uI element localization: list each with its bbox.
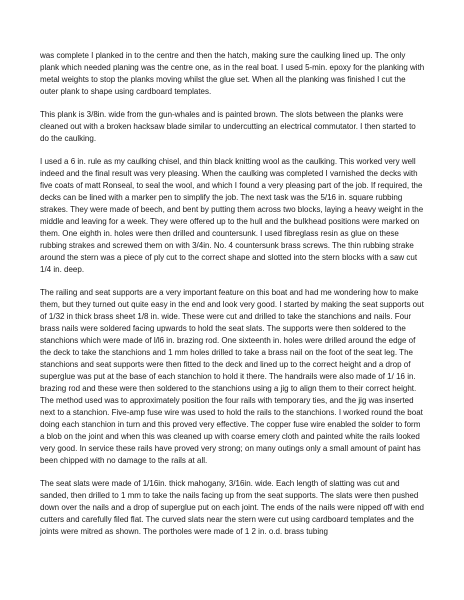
paragraph-5: The seat slats were made of 1/16in. thick mahogany, 3/16in. wide. Each length of slatting was cut and sanded, then drilled to 1 mm to take the nails facing up from the seat supports. The slats were then pushed down over the nails and a drop of superglue put on each joint. The ends of the nails were nipped off with end cutters and carefully filed flat. The curved slats near the stern were cut using cardboard templates and the joints were mitred as shown. The portholes were made of 1 2 in. o.d. brass tubing [40,479,424,536]
paragraph-2: This plank is 3/8in. wide from the gun-whales and is painted brown. The slots between the planks were cleaned out with a broken hacksaw blade similar to undercutting an electrical commutator. I then started to do the caulking. [40,110,416,143]
paragraph-4: The railing and seat supports are a very important feature on this boat and had me wondering how to make them, but they turned out quite easy in the end and look very good. I started by making the seat supports out of 1/32 in thick brass sheet 1/8 in. wide. These were cut and drilled to take the stanchions and nails. Four brass nails were soldered facing upwards to hold the seat slats. The supports were then soldered to the stanchions which were made of l/l6 in. brazing rod. One sixteenth in. holes were drilled around the edge of the deck to take the stanchions and 1 mm holes drilled to take a brass nail on the foot of the seat leg. The stanchions and seat supports were then fitted to the deck and lined up to the correct height and a drop of superglue was put at the base of each stanchion to hold it there. The handrails were also made of 1/ 16 in. brazing rod and these were then soldered to the stanchions using a jig to align them to their correct height. The method used was to approximately position the four rails with temporary ties, and the jig was inserted next to a stanchion. Five-amp fuse wire was used to hold the rails to the stanchions. I worked round the boat doing each stanchion in turn and this proved very effective. The copper fuse wire enabled the solder to form a blob on the joint and when this was cleaned up with coarse emery cloth and painted white the rails looked very good. In service these rails have proved very strong; on many outings only a small amount of paint has been chipped with no damage to the rails at all. [40,288,424,465]
paragraph-3: I used a 6 in. rule as my caulking chisel, and thin black knitting wool as the caulking. This worked very well indeed and the final result was very pleasing. When the caulking was completed I varnished the decks with five coats of matt Ronseal, to seal the wool, and which I found a very pleasing part of the job. If required, the decks can be lined with a marker pen to simplify the job. The next task was the 5/16 in. square rubbing strakes. They were made of beech, and bent by putting them across two blocks, laying a heavy weight in the middle and leaving for a week. They were offered up to the hull and the bulkhead positions were marked on them. One eighth in. holes were then drilled and countersunk. I used fibreglass resin as glue on these rubbing strakes and screwed them on with 3/4in. No. 4 countersunk brass screws. The thin rubbing strake around the stern was a piece of ply cut to the correct shape and slotted into the stern blocks with a saw cut 1/4 in. deep. [40,157,424,274]
paragraph-1: was complete I planked in to the centre and then the hatch, making sure the caulking lined up. The only plank which needed planing was the centre one, as in the real boat. I used 5-min. epoxy for the planking with metal weights to stop the planks moving whilst the glue set. When all the planking was finished I cut the outer plank to shape using cardboard templates. [40,51,425,96]
